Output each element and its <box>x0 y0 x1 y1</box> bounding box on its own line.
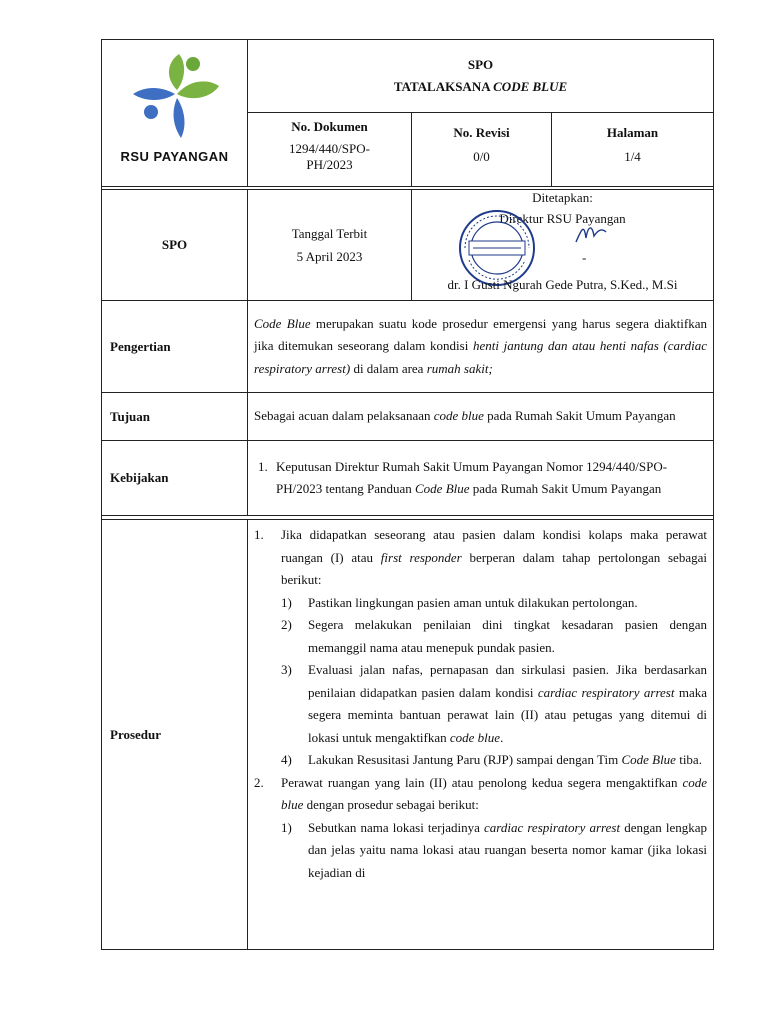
no-revisi-cell <box>412 113 552 187</box>
prosedur-2-sub-1: 1) Sebutkan nama lokasi terjadinya cardiac respiratory arrest dengan lengkap dan jelas yaitu nama lokasi atau ruangan beserta nomor kamar (jika lokasi kejadian di <box>281 819 707 880</box>
prosedur-1-sub-4: 4) Lakukan Resusitasi Jantung Paru (RJP) sampai dengan Tim Code Blue tiba. <box>281 752 702 767</box>
hospital-logo-icon <box>127 50 222 140</box>
prosedur-item-1: 1. Jika didapatkan seseorang atau pasien dalam kondisi kolaps maka perawat ruangan (I) atau first responder berperan dalam tahap pertolongan sebagai berikut: 1) Pastikan lingkungan pasien aman untuk dilakukan pertolongan. 2) Segera melakukan penilaian dini tingkat kesadaran pasien dengan memanggil nama atau menepuk pundak pasien. 3) Evaluasi jalan nafas, pernapasan dan sirkulasi pasien. Jika berdasarkan penilaian didapatkan pasien dalam kondisi cardiac respiratory arrest maka segera meminta bantuan perawat lain (II) atau petugas yang ditemui di lokasi untuk mengaktifkan code blue. 4) Lakukan Resusitasi Jantung Paru (RJP) sampai dengan Tim Code Blue tiba. <box>254 524 707 772</box>
prosedur-content <box>248 520 714 950</box>
ditetapkan-label: Ditetapkan: <box>532 190 593 205</box>
hospital-name: RSU PAYANGAN <box>120 149 229 164</box>
signer-name: dr. I Gusti Ngurah Gede Putra, S.Ked., M.Si <box>447 277 678 292</box>
no-dokumen-value: 1294/440/SPO-PH/2023 <box>289 141 370 172</box>
prosedur-item-2: 2. Perawat ruangan yang lain (II) atau penolong kedua segera mengaktifkan code blue dengan prosedur sebagai berikut: 1) Sebutkan nama lokasi terjadinya cardiac respiratory arrest dengan lengkap dan jelas yaitu nama lokasi atau ruangan beserta nomor kamar (jika lokasi kejadian di <box>254 772 707 885</box>
title-spo: SPO <box>467 57 494 72</box>
prosedur-1-sub-2: 2) Segera melakukan penilaian dini tingkat kesadaran pasien dengan memanggil nama atau menepuk pundak pasien. <box>281 617 707 655</box>
no-dokumen-cell <box>248 113 412 187</box>
spo-table <box>101 39 714 950</box>
spo-label: SPO <box>102 190 248 301</box>
logo-cell <box>102 40 248 187</box>
direktur-title: Direktur RSU Payangan <box>499 211 626 226</box>
no-revisi-label: No. Revisi <box>453 125 510 140</box>
halaman-label: Halaman <box>606 125 659 140</box>
pengertian-label: Pengertian <box>102 301 248 393</box>
document-title <box>248 40 714 113</box>
tanggal-terbit-value: 5 April 2023 <box>296 249 363 264</box>
signature-icon <box>572 220 612 248</box>
tanggal-terbit-cell <box>248 190 412 301</box>
prosedur-label: Prosedur <box>102 520 248 950</box>
official-stamp-icon <box>457 208 537 288</box>
prosedur-1-sub-3: 3) Evaluasi jalan nafas, pernapasan dan sirkulasi pasien. Jika berdasarkan penilaian didapatkan pasien dalam kondisi cardiac respiratory arrest maka segera meminta bantuan perawat lain (II) atau petugas yang ditemui di lokasi untuk mengaktifkan code blue. <box>281 662 708 745</box>
ditetapkan-cell <box>412 190 714 301</box>
tujuan-label: Tujuan <box>102 393 248 441</box>
signature-dash: - <box>582 250 587 265</box>
tanggal-terbit-label: Tanggal Terbit <box>291 226 368 241</box>
kebijakan-content <box>248 441 714 516</box>
title-main: TATALAKSANA CODE BLUE <box>393 79 568 94</box>
no-dokumen-label: No. Dokumen <box>291 119 368 134</box>
pengertian-content: Code Blue merupakan suatu kode prosedur emergensi yang harus segera diaktifkan jika ditemukan seseorang dalam kondisi henti jantung dan atau henti nafas (cardiac respiratory arrest) di dalam area rumah sakit; <box>248 301 714 393</box>
halaman-cell <box>552 113 714 187</box>
halaman-value: 1/4 <box>624 149 641 164</box>
tujuan-content: Sebagai acuan dalam pelaksanaan code blue pada Rumah Sakit Umum Payangan <box>248 393 714 441</box>
kebijakan-label: Kebijakan <box>102 441 248 516</box>
signature-block <box>412 190 713 300</box>
prosedur-1-sub-1: 1) Pastikan lingkungan pasien aman untuk dilakukan pertolongan. <box>281 594 638 610</box>
kebijakan-item: 1. Keputusan Direktur Rumah Sakit Umum Payangan Nomor 1294/440/SPO-PH/2023 tentang Panduan Code Blue pada Rumah Sakit Umum Payangan <box>258 458 668 496</box>
no-revisi-value: 0/0 <box>473 149 490 164</box>
